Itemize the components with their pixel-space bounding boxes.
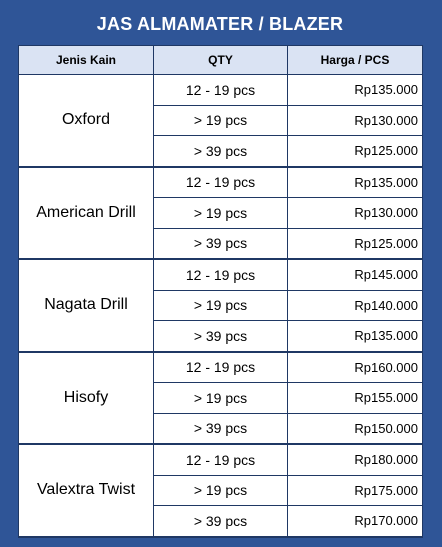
price-cell: Rp150.000 xyxy=(288,413,423,444)
price-cell: Rp160.000 xyxy=(288,352,423,383)
qty-cell: 12 - 19 pcs xyxy=(154,167,288,198)
table-header-row xyxy=(19,46,423,75)
qty-cell: 12 - 19 pcs xyxy=(154,444,288,475)
price-cell: Rp145.000 xyxy=(288,259,423,290)
fabric-name: Valextra Twist xyxy=(19,444,154,537)
price-cell: Rp175.000 xyxy=(288,475,423,506)
price-cell: Rp135.000 xyxy=(288,321,423,352)
column-header-jenis-kain: Jenis Kain xyxy=(19,46,154,75)
table-row xyxy=(19,75,423,106)
qty-cell: > 19 pcs xyxy=(154,475,288,506)
fabric-name: Oxford xyxy=(19,75,154,167)
qty-cell: 12 - 19 pcs xyxy=(154,259,288,290)
qty-cell: 12 - 19 pcs xyxy=(154,75,288,106)
qty-cell: > 39 pcs xyxy=(154,321,288,352)
table-row xyxy=(19,352,423,383)
qty-cell: > 19 pcs xyxy=(154,105,288,136)
column-header-qty: QTY xyxy=(154,46,288,75)
fabric-name: Nagata Drill xyxy=(19,259,154,352)
table-row xyxy=(19,444,423,475)
qty-cell: > 39 pcs xyxy=(154,413,288,444)
table-row xyxy=(19,259,423,290)
qty-cell: > 19 pcs xyxy=(154,383,288,414)
price-cell: Rp170.000 xyxy=(288,506,423,537)
price-cell: Rp135.000 xyxy=(288,167,423,198)
price-table xyxy=(18,45,423,538)
price-cell: Rp135.000 xyxy=(288,75,423,106)
fabric-name: American Drill xyxy=(19,167,154,260)
qty-cell: > 19 pcs xyxy=(154,198,288,229)
qty-cell: > 39 pcs xyxy=(154,506,288,537)
price-cell: Rp125.000 xyxy=(288,136,423,167)
qty-cell: 12 - 19 pcs xyxy=(154,352,288,383)
price-cell: Rp130.000 xyxy=(288,198,423,229)
fabric-name: Hisofy xyxy=(19,352,154,445)
price-cell: Rp180.000 xyxy=(288,444,423,475)
price-cell: Rp140.000 xyxy=(288,290,423,321)
table-row xyxy=(19,167,423,198)
qty-cell: > 19 pcs xyxy=(154,290,288,321)
price-cell: Rp125.000 xyxy=(288,228,423,259)
price-cell: Rp130.000 xyxy=(288,105,423,136)
price-cell: Rp155.000 xyxy=(288,383,423,414)
column-header-harga: Harga / PCS xyxy=(288,46,423,75)
page-title: JAS ALMAMATER / BLAZER xyxy=(96,14,344,34)
qty-cell: > 39 pcs xyxy=(154,136,288,167)
qty-cell: > 39 pcs xyxy=(154,228,288,259)
